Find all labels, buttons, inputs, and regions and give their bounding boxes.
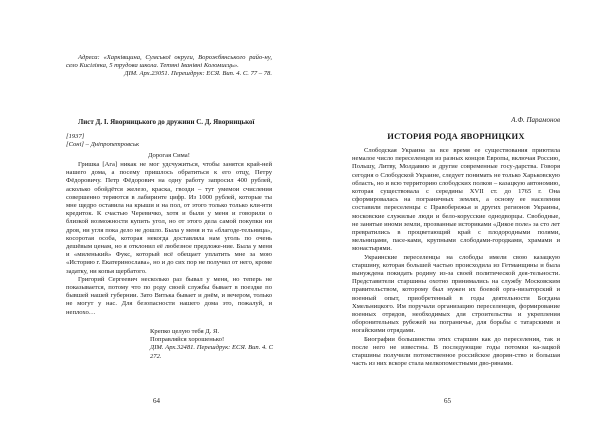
- article-paragraph: Слободская Украина за все время ее существования приютила немалое число переселенцев из разных концов Европы, включая Россию, Польшу, Литву, Молдавию и другие современные госу-дарства. Говоря сегодня о Слободской Украине, следует понимать не только Харьковскую область, но и всю территорию слободских полков – казацкую автономию, которая существовала с середины XVII ст. до 1765 г. Она сформировалась на пограничных землях, а основу ее населения составили переселенцы с Правобережья и других регионов Украины, московские служилые люди и бело-корусские однодворцы. Свободные, не занятые иноми земли, прозванные историками «Дикое поле» за сто лет превратились в процветающий край с плодородными полями, мельницами, пасе-ками, крупными слободами-городками, храмами и монастырями.: [352, 147, 560, 253]
- letter-closing: [150, 328, 275, 361]
- article-paragraph: Украинские переселенцы на слободы имели свою казацкую старшину, которая большей частью происходила из Гетманщины и была вынуждена покидать родину из-за своей политической дея-тельности. Представители старшины охотно принимались на службу Московским правительством, которому был нужен их боевой орга-низаторский и военный опыт, приобретенный в годы деятельности Богдана Хмельницкого. Им поручали организацию переселенцев, формирование военных отрядов, необходимых для строительства и укрепления оборонительных рубежей на пограничье, для борьбы с татарскими и ногайскими отрядами.: [352, 253, 560, 335]
- article-paragraph: Биографии большинства этих старшин как до переселения, так и после него не известны. В последующие годы потомки ка-зацкой старшины получили потомственное российское дворян-ство и большая часть из них вскоре стала мелкопоместными дво-рянами.: [352, 335, 560, 368]
- address-text: Адреса: «Харківщина, Сумської округи, Ворожбянського райо-ну, село Кисіліяка, 5 трудова школа. Тетяні Іванівні Коломиєць».: [66, 54, 272, 70]
- letter-paragraph: Григорий Сергеевич несколько раз бывал у меня, но теперь не показывается, потому что по роду своей службы бывает в поездке по бывшей нашей губернии. Зато Витька бывает и днём, и вечером, только не могут у нас. Для безопасности нашего дома это, пожалуй, и неплохо…: [66, 275, 272, 316]
- letter-body: [66, 161, 272, 317]
- page-number: 64: [153, 397, 160, 405]
- letter-date: [1937]: [66, 133, 85, 140]
- address-note: [66, 54, 272, 79]
- letter-paragraph: Гришка [Ага] никак не мог удсчужиться, чтобы занятся край-ней нашего дома, а посему пришлось обратиться к его отцу, Петру Фёдоровичу. Петр Фёдорович на одну работу запросил 400 рублей, асколько обойдётся железо, краска, гвозди – тут умемои счисления совершенно теряются в лабиринте цифр. Из 1000 рублей, которые ты мне щедро оставила на крыши и на пол, от этого только только кли-нти кредиток. К счастью Черевичко, хотя и были у меня и говорили о близкой возможности купить угол, но от этого дела самой покупки ни дров, ни угля пока дело не дошло. Была у меня и та «благоде-тельница», косоротая особа, которая некогда доставляла нам уголь по очень дешёвым ценам, но я отклонил её любезное предложе-ние. Была у меня и «миленький» Фукс, который всё обещает уплатить мне за мою «Историю г. Екатеринослава», но и до сих пор не получил от него, кроме задатку, ни копья щербатого.: [66, 161, 272, 275]
- closing-line: Крепко целую тебя Д. Я.: [150, 328, 220, 335]
- letter-heading: Лист Д. І. Яворницького до дружини С. Д. Яворницької: [78, 118, 255, 126]
- right-page: [300, 0, 600, 435]
- author-name: А.Ф. Парамонов: [511, 116, 560, 124]
- letter-greeting: Дорогая Сима!: [148, 152, 190, 159]
- closing-archive-reference: ДІМ. Арх.32481. Перешдрук: ЕСЯ. Вип. 4. С 272.: [150, 344, 273, 360]
- article-title: ИСТОРИЯ РОДА ЯВОРНИЦКИХ: [387, 131, 525, 141]
- page-number: 65: [444, 397, 451, 405]
- archive-reference: ДІМ. Арх.23051. Перешдрук: ЕСЯ. Вип. 4. С. 77 – 78.: [124, 70, 272, 78]
- letter-place: [Соні] – Дніпропетровськ: [66, 141, 140, 148]
- article-body: [352, 147, 560, 368]
- closing-line: Поправляйся хорошенько!: [150, 336, 225, 344]
